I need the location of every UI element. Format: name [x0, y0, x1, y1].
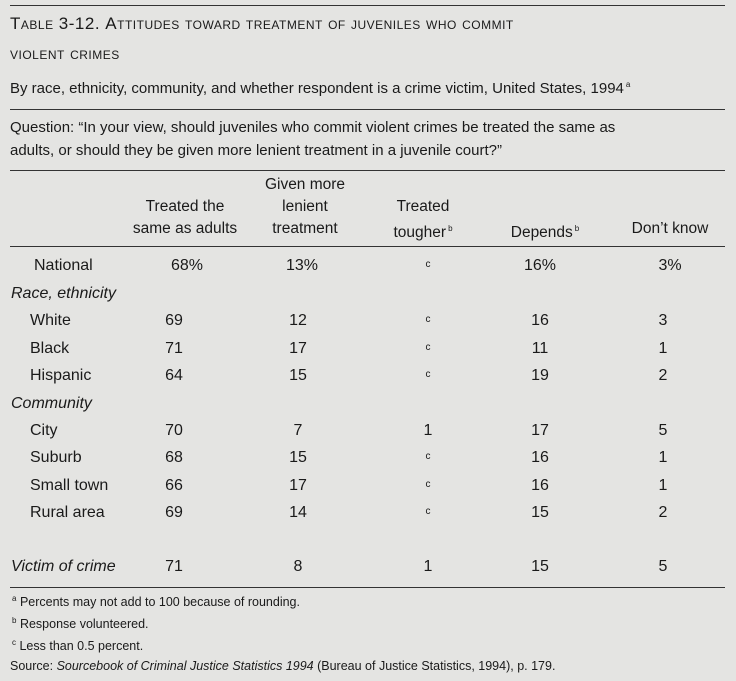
group-label-community: Community [11, 395, 92, 412]
col-header-line: Treated the [145, 198, 225, 215]
table-cell-note-mark: c [425, 451, 431, 462]
table-cell: 68% [170, 257, 204, 274]
footnote-a [10, 594, 300, 609]
table-cell: 15 [289, 449, 307, 466]
table-cell: 68 [165, 449, 183, 466]
col-header-lenient [250, 174, 360, 240]
table-cell: 5 [658, 558, 668, 575]
table-cell-note-mark: c [425, 506, 431, 517]
table-cell: 19 [531, 367, 549, 384]
row-label-white: White [30, 312, 71, 329]
table-cell: 11 [531, 340, 549, 357]
row-label-small-town: Small town [30, 477, 109, 494]
row-label-suburb: Suburb [30, 449, 82, 466]
subtitle-note-mark: a [625, 80, 631, 89]
col-header-text: tougher [393, 224, 447, 242]
row-label-rural-area: Rural area [30, 504, 105, 521]
col-header-line: Given more [264, 176, 346, 193]
top-rule [10, 5, 725, 6]
table-cell-note-mark: c [425, 369, 431, 380]
subtitle-text: By race, ethnicity, community, and whether respondent is a crime victim, United States, 1994 [10, 80, 624, 97]
col-header-line: Treated [396, 198, 450, 215]
table-cell: 15 [531, 504, 549, 521]
table-cell: 1 [658, 477, 668, 494]
table-cell: 2 [658, 504, 668, 521]
table-cell: 1 [658, 449, 668, 466]
col-header-line [490, 218, 600, 244]
title-line-2: violent crimes [10, 44, 120, 63]
question-line-1: Question: “In your view, should juveniles who commit violent crimes be treated the same as [10, 119, 616, 136]
col-header-depends [490, 174, 600, 244]
table-cell: 17 [289, 477, 307, 494]
source-title: Sourcebook of Criminal Justice Statistics 1994 [56, 659, 314, 673]
table-bottom-rule [10, 587, 725, 588]
row-label-hispanic: Hispanic [30, 367, 92, 384]
footnote-text: Response volunteered. [19, 617, 149, 632]
col-header-text: Depends [510, 224, 573, 242]
title-line-1: Attitudes toward treatment of juveniles who commit [105, 14, 514, 33]
footnote-b [10, 616, 149, 631]
table-cell: 13% [285, 257, 319, 274]
source-line [10, 659, 555, 673]
col-header-line: lenient [282, 198, 328, 215]
table-cell: 16% [523, 257, 557, 274]
table-cell: 16 [531, 477, 549, 494]
table-cell: 2 [658, 367, 668, 384]
table-cell: 16 [531, 449, 549, 466]
table-cell: 17 [289, 340, 307, 357]
table-cell: 3% [658, 257, 682, 274]
table-cell: 70 [165, 422, 183, 439]
table-cell: 1 [658, 340, 668, 357]
table-cell: 69 [165, 312, 183, 329]
table-title [10, 14, 514, 34]
row-label-city: City [30, 422, 58, 439]
row-label-national: National [34, 257, 93, 274]
table-cell-note-mark: c [425, 314, 431, 325]
table-cell: 15 [289, 367, 307, 384]
table-cell: 17 [531, 422, 549, 439]
footnote-text: Less than 0.5 percent. [19, 639, 144, 654]
table-cell-note-mark: c [425, 342, 431, 353]
col-header-note-mark: b [574, 224, 580, 233]
col-header-note-mark: b [448, 224, 453, 233]
table-subtitle [10, 80, 630, 97]
row-label-black: Black [30, 340, 70, 357]
col-header-line [610, 196, 730, 218]
source-suffix: (Bureau of Justice Statistics, 1994), p. 179. [313, 659, 556, 673]
footnote-mark: a [12, 594, 17, 603]
col-header-same-as-adults [120, 174, 250, 240]
col-header-line [490, 174, 600, 196]
table-cell: 64 [165, 367, 183, 384]
row-label-victim-of-crime: Victim of crime [11, 558, 116, 575]
header-bottom-rule [10, 246, 725, 247]
table-cell: 66 [165, 477, 183, 494]
footnote-c [10, 638, 143, 653]
col-header-line: Don’t know [631, 220, 709, 237]
table-cell: 5 [658, 422, 668, 439]
table-cell: 15 [531, 558, 549, 575]
col-header-dont-know [610, 174, 730, 240]
table-cell: 16 [531, 312, 549, 329]
title-initial: T [10, 14, 21, 33]
table-cell-note-mark: c [425, 479, 431, 490]
table-cell: 7 [293, 422, 303, 439]
header-top-rule [10, 170, 725, 171]
table-cell: 69 [165, 504, 183, 521]
table-cell: 12 [289, 312, 307, 329]
table-cell: 71 [165, 558, 183, 575]
subtitle-rule [10, 109, 725, 110]
table-cell: 71 [165, 340, 183, 357]
table-cell: 14 [289, 504, 307, 521]
col-header-tougher [368, 174, 478, 244]
question-line-2: adults, or should they be given more lenient treatment in a juvenile court?” [10, 142, 502, 159]
table-cell: 1 [423, 558, 433, 575]
group-label-race-ethnicity: Race, ethnicity [11, 285, 116, 302]
table-cell: 1 [423, 422, 433, 439]
footnote-mark: c [12, 638, 16, 647]
source-prefix: Source: [10, 659, 57, 673]
title-number: able 3-12. [20, 14, 101, 33]
col-header-line [490, 196, 600, 218]
table-cell-note-mark: c [425, 259, 431, 270]
table-cell: 3 [658, 312, 668, 329]
col-header-line [368, 218, 478, 244]
col-header-line: same as adults [132, 220, 238, 237]
footnote-text: Percents may not add to 100 because of rounding. [19, 595, 300, 610]
col-header-line [368, 174, 478, 196]
table-cell: 8 [293, 558, 303, 575]
footnote-mark: b [12, 616, 17, 625]
col-header-line [610, 174, 730, 196]
col-header-line: treatment [272, 220, 338, 237]
col-header-line [120, 174, 250, 196]
